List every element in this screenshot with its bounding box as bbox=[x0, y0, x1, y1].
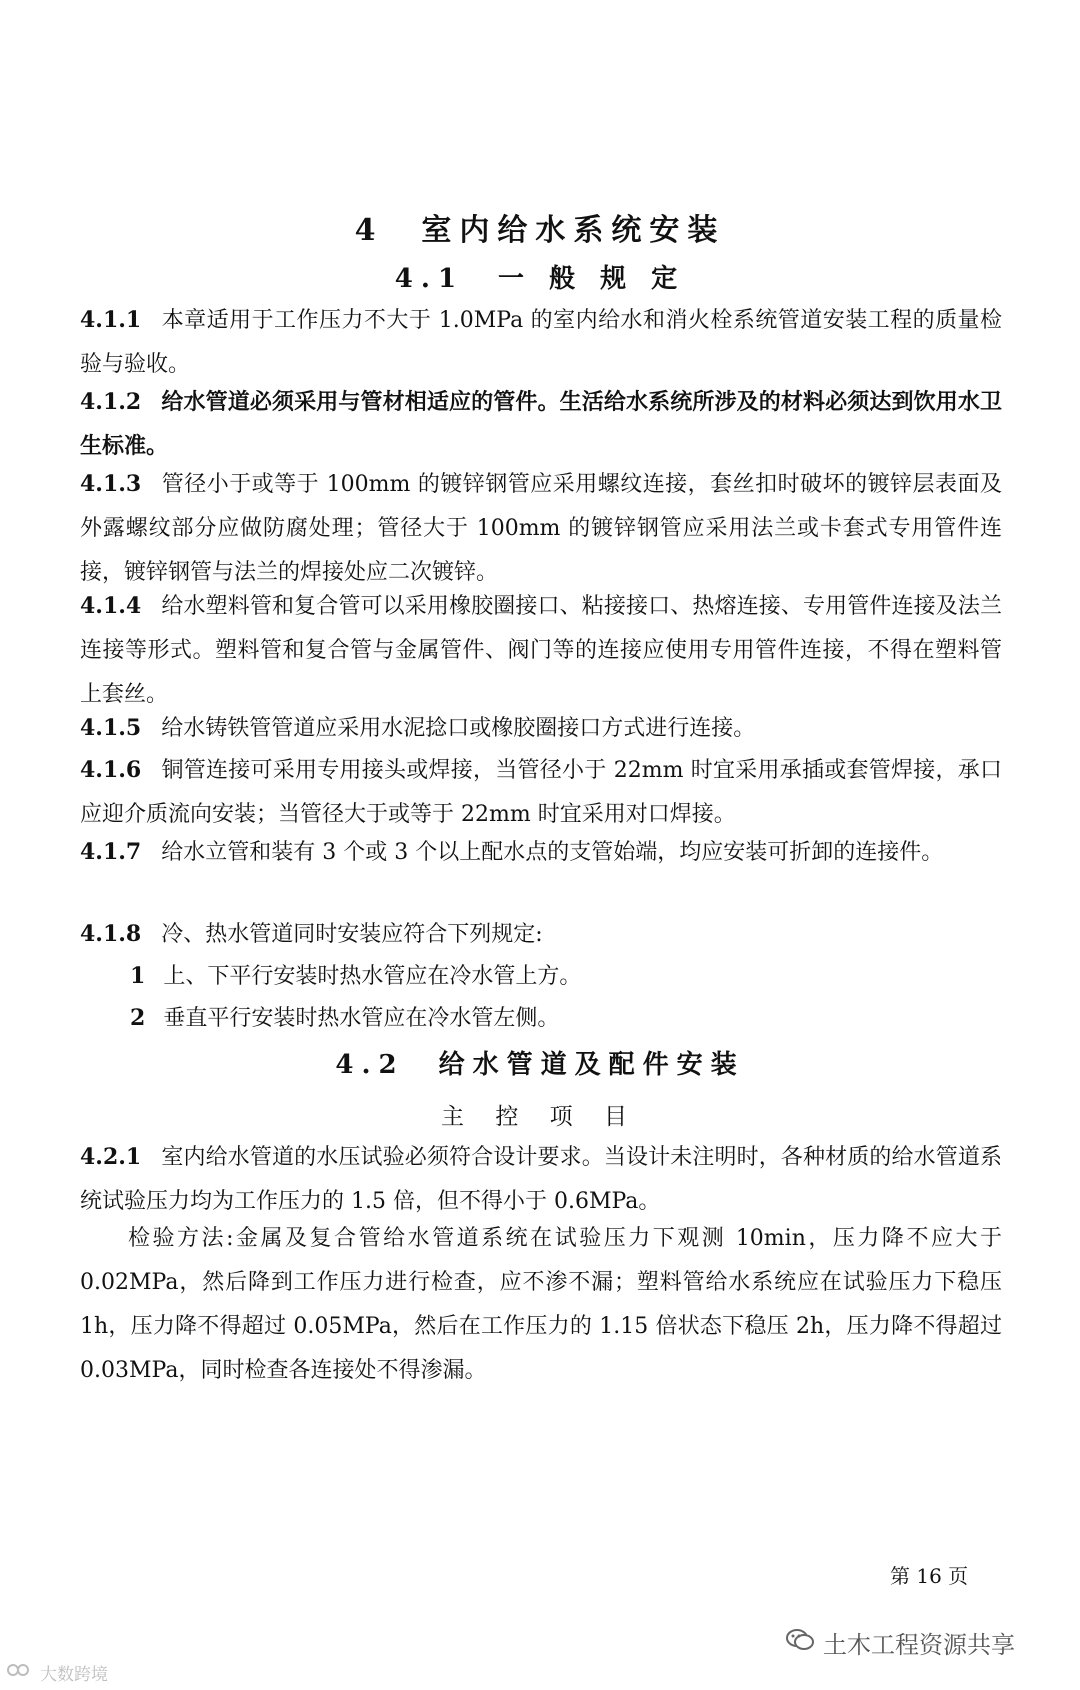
list-item-text: 垂直平行安装时热水管应在冷水管左侧。 bbox=[163, 1006, 560, 1031]
clause-text: 给水铸铁管管道应采用水泥捻口或橡胶圈接口方式进行连接。 bbox=[161, 716, 756, 741]
inspection-method: 检验方法:金属及复合管给水管道系统在试验压力下观测 10min，压力降不应大于 0.02MPa，然后降到工作压力进行检查，应不渗不漏；塑料管给水系统应在试验压力下稳压 1h，压力降不得超过 0.05MPa，然后在工作压力的 1.15 倍状态下稳压 2h，压力降不得超过 0.03MPa，同时检查各连接处不得渗漏。 bbox=[80, 1226, 1002, 1383]
list-item-number: 2 bbox=[130, 1005, 146, 1031]
section-title-4-1: 4.1 一 般 规 定 bbox=[394, 264, 686, 294]
clause-4-1-1 bbox=[80, 298, 1002, 387]
clause-number: 4.1.8 bbox=[80, 921, 142, 947]
clause-4-2-1 bbox=[80, 1135, 1002, 1224]
clause-number: 4.1.1 bbox=[80, 307, 142, 333]
list-item-text: 上、下平行安装时热水管应在冷水管上方。 bbox=[163, 964, 582, 989]
clause-text: 给水立管和装有 3 个或 3 个以上配水点的支管始端，均应安装可折卸的连接件。 bbox=[161, 840, 944, 865]
list-item bbox=[130, 954, 1000, 999]
clause-number: 4.1.2 bbox=[80, 389, 142, 415]
watermark-right bbox=[785, 1625, 1015, 1660]
page-number: 第 16 页 bbox=[890, 1564, 969, 1588]
list-item bbox=[130, 996, 1000, 1041]
clause-number: 4.1.5 bbox=[80, 715, 142, 741]
section-title-4-2: 4.2 给水管道及配件安装 bbox=[335, 1050, 745, 1080]
clause-4-1-2 bbox=[80, 380, 1002, 468]
clause-text: 给水塑料管和复合管可以采用橡胶圈接口、粘接接口、热熔连接、专用管件连接及法兰连接等形式。塑料管和复合管与金属管件、阀门等的连接应使用专用管件连接，不得在塑料管上套丝。 bbox=[80, 594, 1002, 707]
clause-4-1-3 bbox=[80, 462, 1002, 595]
wechat-icon bbox=[785, 1627, 815, 1659]
clause-text: 本章适用于工作压力不大于 1.0MPa 的室内给水和消火栓系统管道安装工程的质量检验与验收。 bbox=[80, 308, 1002, 377]
clause-number: 4.1.4 bbox=[80, 593, 142, 619]
clause-4-1-5 bbox=[80, 706, 1002, 751]
subsection-title: 主 控 项 目 bbox=[441, 1104, 639, 1130]
clause-text: 给水管道必须采用与管材相适应的管件。生活给水系统所涉及的材料必须达到饮用水卫生标准。 bbox=[80, 389, 1002, 459]
clause-4-1-4 bbox=[80, 584, 1002, 717]
clause-text: 室内给水管道的水压试验必须符合设计要求。当设计未注明时，各种材质的给水管道系统试验压力均为工作压力的 1.5 倍，但不得小于 0.6MPa。 bbox=[80, 1145, 1002, 1214]
clause-number: 4.1.3 bbox=[80, 471, 142, 497]
clause-4-1-7 bbox=[80, 830, 1002, 875]
logo-icon bbox=[6, 1661, 32, 1684]
clause-number: 4.1.6 bbox=[80, 757, 142, 783]
watermark-left bbox=[6, 1660, 108, 1685]
watermark-left-text: 大数跨境 bbox=[40, 1665, 108, 1685]
watermark-right-text: 土木工程资源共享 bbox=[823, 1631, 1015, 1659]
chapter-title: 4 室内给水系统安装 bbox=[354, 213, 726, 248]
clause-text: 管径小于或等于 100mm 的镀锌钢管应采用螺纹连接，套丝扣时破坏的镀锌层表面及外露螺纹部分应做防腐处理；管径大于 100mm 的镀锌钢管应采用法兰或卡套式专用管件连接，镀锌钢管与法兰的焊接处应二次镀锌。 bbox=[80, 472, 1002, 585]
clause-number: 4.1.7 bbox=[80, 839, 142, 865]
clause-text: 冷、热水管道同时安装应符合下列规定: bbox=[161, 922, 543, 947]
clause-text: 铜管连接可采用专用接头或焊接，当管径小于 22mm 时宜采用承插或套管焊接，承口应迎介质流向安装；当管径大于或等于 22mm 时宜采用对口焊接。 bbox=[80, 758, 1002, 827]
clause-4-1-6 bbox=[80, 748, 1002, 837]
clause-number: 4.2.1 bbox=[80, 1144, 142, 1170]
list-item-number: 1 bbox=[130, 963, 146, 989]
clause-4-1-8 bbox=[80, 912, 1002, 957]
